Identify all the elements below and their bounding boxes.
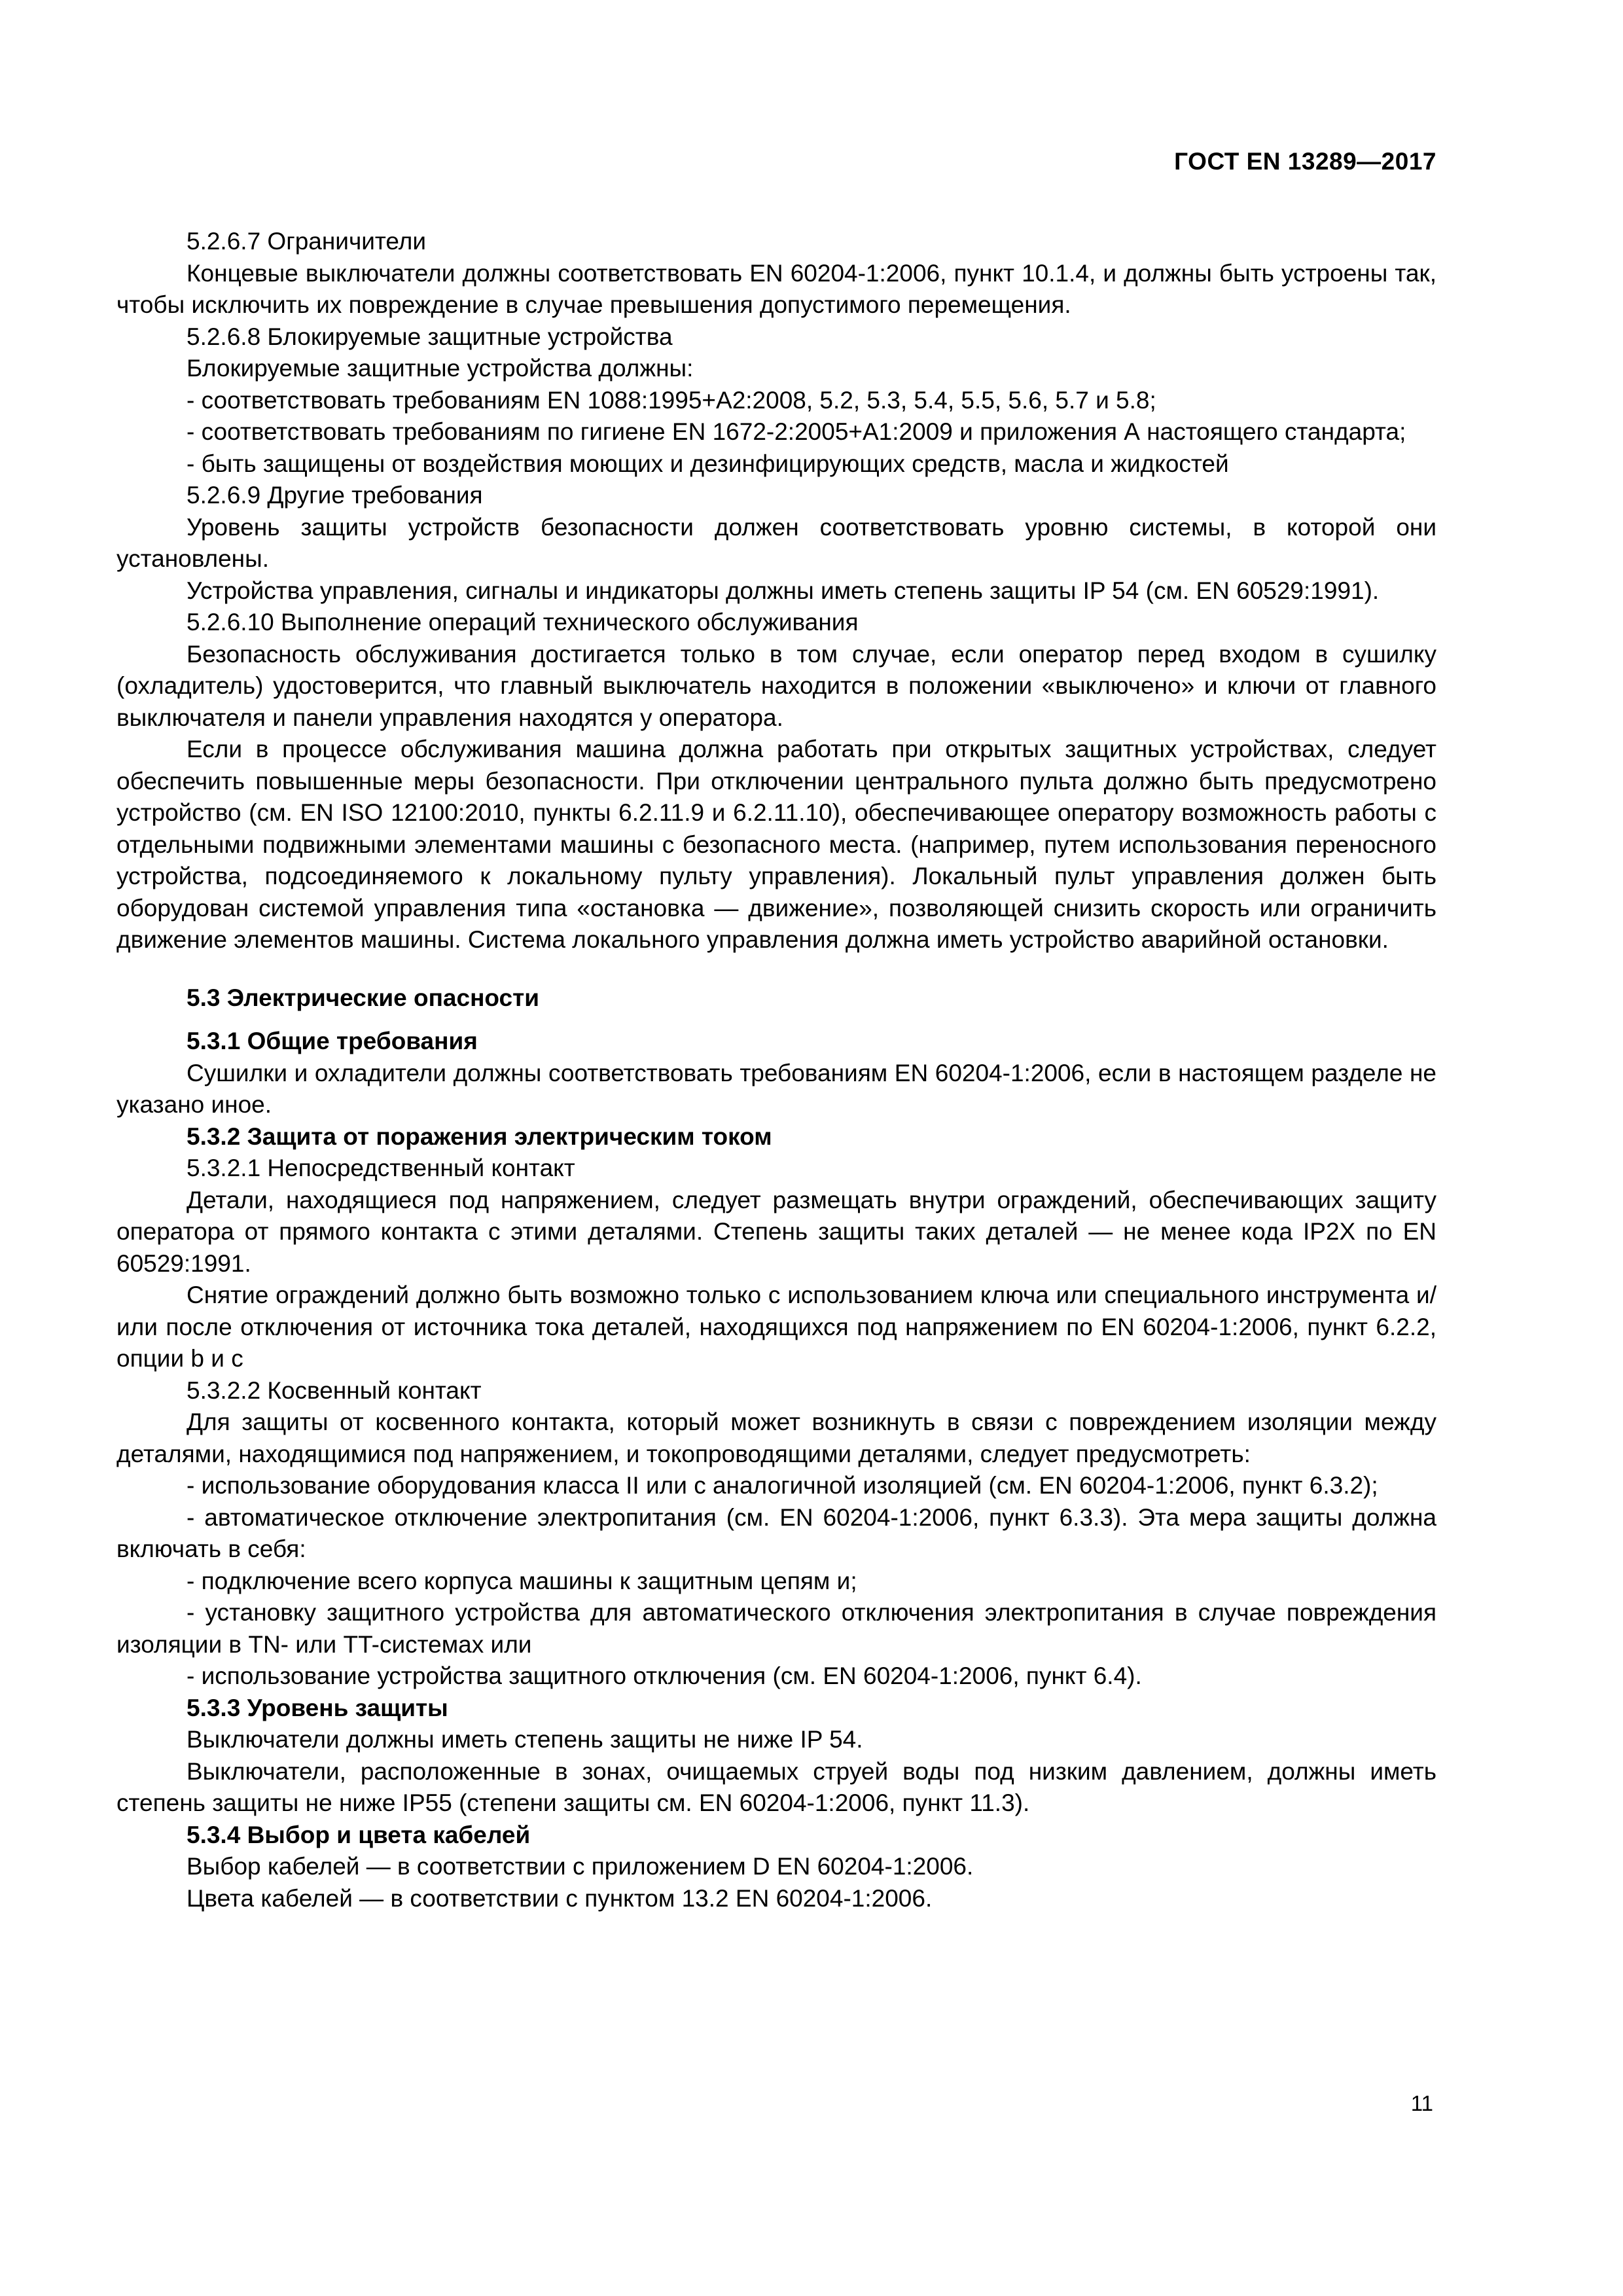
list-item: - использование устройства защитного отключения (см. EN 60204-1:2006, пункт 6.4). <box>187 1662 1142 1689</box>
paragraph: Детали, находящиеся под напряжением, следует размещать внутри ограждений, обеспечивающих защиту оператора от прямого контакта с этими деталями. Степень защиты таких деталей — не менее кода IP2X по EN 60529:1991. <box>116 1186 1436 1277</box>
list-item: - подключение всего корпуса машины к защитным цепям и; <box>187 1567 857 1594</box>
clause-5-2-6-10-title: 5.2.6.10 Выполнение операций технического обслуживания <box>187 609 859 636</box>
paragraph: Сушилки и охладители должны соответствовать требованиям EN 60204-1:2006, если в настоящем разделе не указано иное. <box>116 1059 1436 1118</box>
paragraph: Блокируемые защитные устройства должны: <box>187 355 694 382</box>
paragraph: Выключатели должны иметь степень защиты не ниже IP 54. <box>187 1726 863 1753</box>
clause-5-2-6-9-title: 5.2.6.9 Другие требования <box>187 482 483 509</box>
clause-5-2-6-7-title: 5.2.6.7 Ограничители <box>187 228 427 255</box>
paragraph: Безопасность обслуживания достигается только в том случае, если оператор перед входом в сушилку (охладитель) удостоверится, что главный выключатель находится в положении «выключено» и ключи от главного выключателя и панели управления находятся у оператора. <box>116 640 1436 731</box>
clause-5-3-2-2-title: 5.3.2.2 Косвенный контакт <box>187 1376 482 1404</box>
section-5-3-4-heading: 5.3.4 Выбор и цвета кабелей <box>187 1821 531 1848</box>
paragraph: Снятие ограждений должно быть возможно только с использованием ключа или специального инструмента и/или после отключения от источника тока деталей, находящихся под напряжением по EN 60204-1:2006, пункт 6.2.2, опции b и с <box>116 1282 1436 1372</box>
document-header: ГОСТ EN 13289—2017 <box>1174 148 1436 175</box>
paragraph: Выключатели, расположенные в зонах, очищаемых струей воды под низким давлением, должны иметь степень защиты не ниже IP55 (степени защиты см. EN 60204-1:2006, пункт 11.3). <box>116 1757 1436 1816</box>
paragraph: Уровень защиты устройств безопасности должен соответствовать уровню системы, в которой они установлены. <box>116 513 1436 572</box>
paragraph: Если в процессе обслуживания машина должна работать при открытых защитных устройствах, следует обеспечить повышенные меры безопасности. При отключении центрального пульта должно быть предусмотрено устройство (см. EN ISO 12100:2010, пункты 6.2.11.9 и 6.2.11.10), обеспечивающее оператору возможность работы с отдельными подвижными элементами машины с безопасного места. (например, путем использования переносного устройства, подсоединяемого к локальному пульту управления). Локальный пульт управления должен быть оборудован системой управления типа «остановка — движение», позволяющей снизить скорость или ограничить движение элементов машины. Система локального управления должна иметь устройство аварийной остановки. <box>116 736 1436 953</box>
section-5-3-3-heading: 5.3.3 Уровень защиты <box>187 1694 448 1721</box>
list-item: - быть защищены от воздействия моющих и дезинфицирующих средств, масла и жидкостей <box>187 450 1229 477</box>
list-item: - использование оборудования класса II или с аналогичной изоляцией (см. EN 60204-1:2006, пункт 6.3.2); <box>187 1472 1378 1499</box>
list-item: - установку защитного устройства для автоматического отключения электропитания в случае повреждения изоляции в TN- или TT-системах или <box>116 1599 1436 1658</box>
clause-5-3-2-1-title: 5.3.2.1 Непосредственный контакт <box>187 1155 575 1181</box>
paragraph: Цвета кабелей — в соответствии с пунктом 13.2 EN 60204-1:2006. <box>187 1884 933 1912</box>
list-item: - соответствовать требованиям по гигиене EN 1672-2:2005+A1:2009 и приложения А настоящего стандарта; <box>187 418 1406 445</box>
section-5-3-heading: 5.3 Электрические опасности <box>187 984 539 1011</box>
paragraph: Устройства управления, сигналы и индикаторы должны иметь степень защиты IP 54 (см. EN 60529:1991). <box>187 577 1380 604</box>
paragraph: Концевые выключатели должны соответствовать EN 60204-1:2006, пункт 10.1.4, и должны быть устроены так, чтобы исключить их повреждение в случае превышения допустимого перемещения. <box>116 259 1436 318</box>
body-text <box>116 226 1436 1914</box>
paragraph: Для защиты от косвенного контакта, который может возникнуть в связи с повреждением изоляции между деталями, находящимися под напряжением, и токопроводящими деталями, следует предусмотреть: <box>116 1408 1436 1467</box>
paragraph: Выбор кабелей — в соответствии с приложением D EN 60204-1:2006. <box>187 1853 974 1880</box>
list-item: - автоматическое отключение электропитания (см. EN 60204-1:2006, пункт 6.3.3). Эта мера защиты должна включать в себя: <box>116 1503 1436 1562</box>
section-5-3-1-heading: 5.3.1 Общие требования <box>187 1028 478 1054</box>
list-item: - соответствовать требованиям EN 1088:1995+A2:2008, 5.2, 5.3, 5.4, 5.5, 5.6, 5.7 и 5.8; <box>187 386 1156 414</box>
page-number: 11 <box>1410 2091 1433 2115</box>
section-5-3-2-heading: 5.3.2 Защита от поражения электрическим током <box>187 1122 772 1150</box>
clause-5-2-6-8-title: 5.2.6.8 Блокируемые защитные устройства <box>187 323 673 350</box>
